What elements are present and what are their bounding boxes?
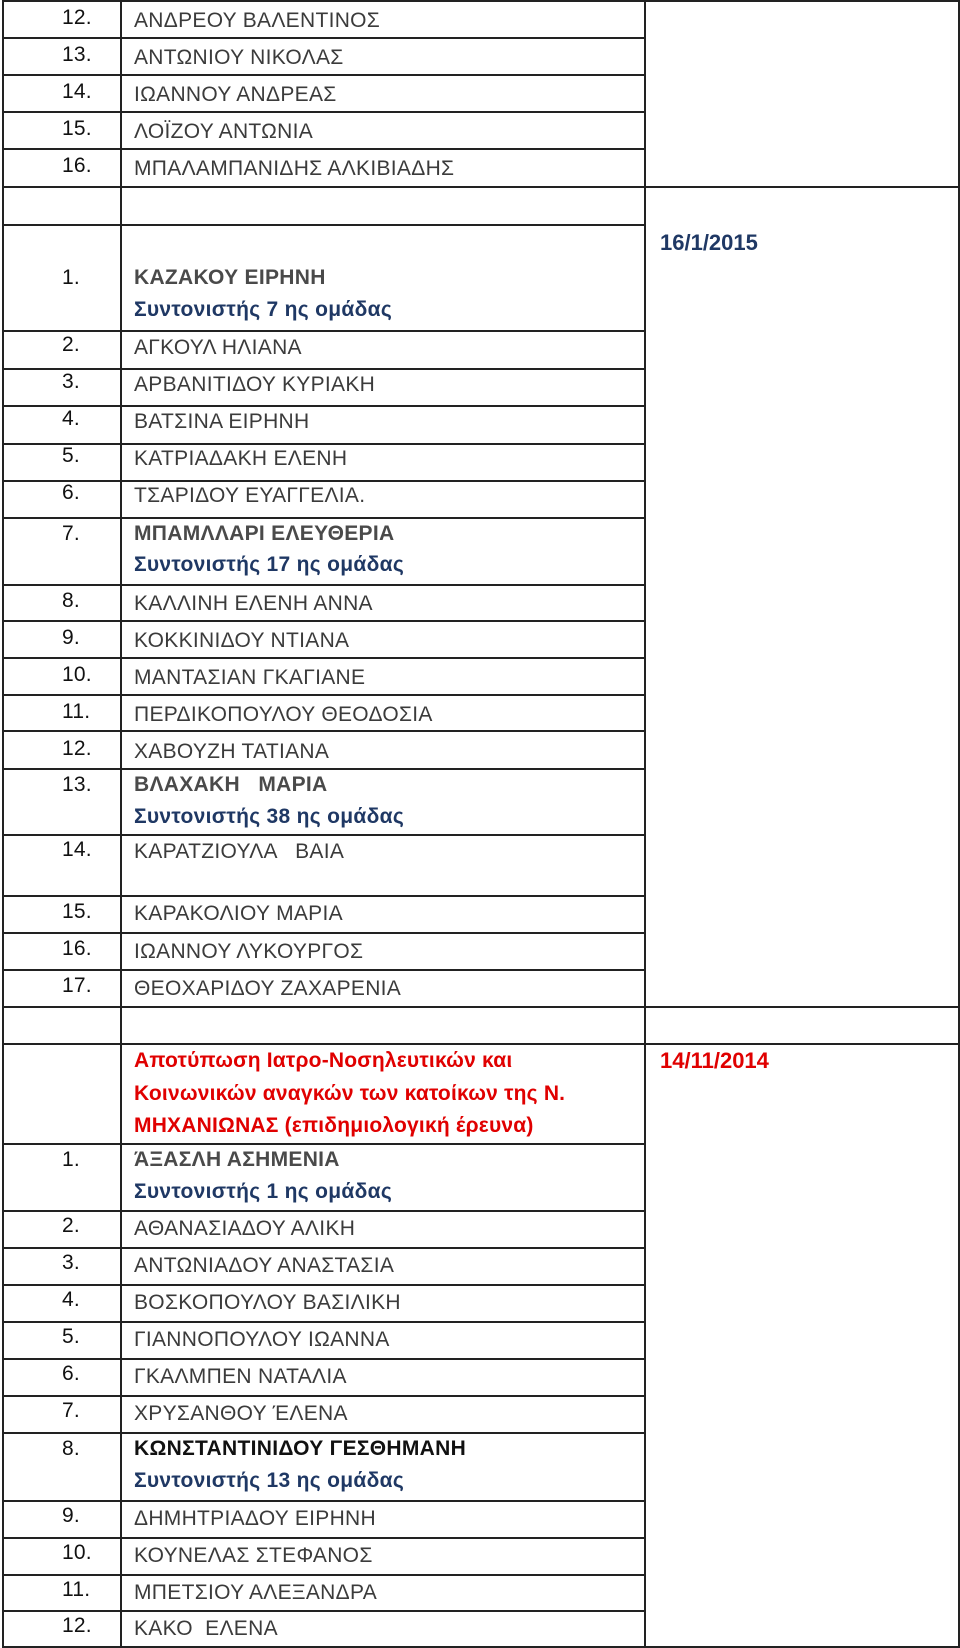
attendance-table (2, 0, 960, 1648)
person-name: ΒΑΤΣΙΝΑ ΕΙΡΗΝΗ (134, 410, 310, 433)
row-divider (2, 480, 646, 482)
person-name: ΙΩΑΝΝΟΥ ΑΝΔΡΕΑΣ (134, 83, 337, 106)
person-name: ΚΑΤΡΙΑΔΑΚΗ ΕΛΕΝΗ (134, 447, 348, 470)
row-divider (2, 517, 646, 519)
person-name: ΚΑΚΟ ΕΛΕΝΑ (134, 1617, 278, 1640)
row-number: 4. (62, 1288, 80, 1311)
person-name: ΑΓΚΟΥΛ ΗΛΙΑΝΑ (134, 336, 302, 359)
row-number: 15. (62, 900, 92, 923)
person-name: ΘΕΟΧΑΡΙΔΟΥ ΖΑΧΑΡΕΝΙΑ (134, 977, 402, 1000)
row-divider (2, 330, 646, 332)
person-name: ΚΟΥΝΕΛΑΣ ΣΤΕΦΑΝΟΣ (134, 1544, 373, 1567)
row-number: 8. (62, 589, 80, 612)
row-divider (2, 37, 646, 39)
person-name: ΙΩΑΝΝΟΥ ΛΥΚΟΥΡΓΟΣ (134, 940, 364, 963)
row-number: 7. (62, 1399, 80, 1422)
row-number: 14. (62, 838, 92, 861)
row-number: 15. (62, 117, 92, 140)
row-number: 12. (62, 1614, 92, 1637)
row-divider (2, 584, 646, 586)
row-number: 14. (62, 80, 92, 103)
row-number: 3. (62, 1251, 80, 1274)
session-date: 14/11/2014 (660, 1048, 769, 1073)
person-name: ΧΡΥΣΑΝΘΟΥ ΈΛΕΝΑ (134, 1402, 348, 1425)
person-name: ΚΟΚΚΙΝΙΔΟΥ ΝΤΙΑΝΑ (134, 629, 350, 652)
row-divider (2, 1006, 960, 1008)
person-name: ΜΠΑΜΛΛΑΡΙ ΕΛΕΥΘΕΡΙΑ (134, 522, 395, 545)
session-date: 16/1/2015 (660, 230, 758, 255)
row-number: 9. (62, 1504, 80, 1527)
row-number: 6. (62, 481, 80, 504)
row-number: 2. (62, 333, 80, 356)
person-name: ΠΕΡΔΙΚΟΠΟΥΛΟΥ ΘΕΟΔΟΣΙΑ (134, 703, 433, 726)
section-divider (2, 1043, 960, 1045)
activity-title-line: ΜΗΧΑΝΙΩΝΑΣ (επιδημιολογική έρευνα) (134, 1114, 534, 1137)
row-divider (2, 368, 646, 370)
row-number: 8. (62, 1437, 80, 1460)
row-divider (2, 224, 646, 226)
row-divider (2, 1432, 646, 1434)
row-number: 5. (62, 444, 80, 467)
coordinator-label: Συντονιστής 38 ης ομάδας (134, 805, 405, 828)
coordinator-label: Συντονιστής 17 ης ομάδας (134, 553, 405, 576)
row-divider (2, 1537, 646, 1539)
row-divider (2, 1143, 646, 1145)
coordinator-label: Συντονιστής 13 ης ομάδας (134, 1469, 405, 1492)
row-number: 9. (62, 626, 80, 649)
person-name: ΤΣΑΡΙΔΟΥ ΕΥΑΓΓΕΛΙΑ. (134, 484, 366, 507)
row-divider (2, 443, 646, 445)
row-number: 10. (62, 663, 92, 686)
row-number: 4. (62, 407, 80, 430)
row-divider (2, 1358, 646, 1360)
person-name: ΑΡΒΑΝΙΤΙΔΟΥ ΚΥΡΙΑΚΗ (134, 373, 376, 396)
row-divider (2, 730, 646, 732)
row-number: 12. (62, 6, 92, 29)
row-number: 2. (62, 1214, 80, 1237)
coordinator-label: Συντονιστής 7 ης ομάδας (134, 298, 393, 321)
row-divider (2, 1574, 646, 1576)
row-number: 17. (62, 974, 92, 997)
row-divider (2, 148, 646, 150)
person-name: ΆΞΑΣΛΗ ΑΣΗΜΕΝΙΑ (134, 1148, 340, 1171)
row-divider (2, 657, 646, 659)
person-name: ΒΟΣΚΟΠΟΥΛΟΥ ΒΑΣΙΛΙΚΗ (134, 1291, 401, 1314)
row-number: 11. (62, 700, 91, 723)
person-name: ΛΟΪΖΟΥ ΑΝΤΩΝΙΑ (134, 120, 314, 143)
person-name: ΜΠΕΤΣΙΟΥ ΑΛΕΞΑΝΔΡΑ (134, 1581, 378, 1604)
row-number: 16. (62, 154, 92, 177)
activity-title-line: Κοινωνικών αναγκών των κατοίκων της Ν. (134, 1082, 566, 1105)
row-number: 1. (62, 266, 80, 289)
person-name: ΚΑΡΑΤΖΙΟΥΛΑ ΒΑΙΑ (134, 840, 345, 863)
row-number: 1. (62, 1148, 80, 1171)
row-divider (2, 895, 646, 897)
activity-title-line: Αποτύπωση Ιατρο-Νοσηλευτικών και (134, 1049, 513, 1072)
row-number: 10. (62, 1541, 92, 1564)
table-top-border (2, 0, 960, 2)
row-divider (2, 1610, 646, 1612)
row-divider (2, 1247, 646, 1249)
person-name: ΒΛΑΧΑΚΗ ΜΑΡΙΑ (134, 773, 328, 796)
row-divider (2, 1395, 646, 1397)
row-number: 5. (62, 1325, 80, 1348)
person-name: ΑΝΔΡΕΟΥ ΒΑΛΕΝΤΙΝΟΣ (134, 9, 381, 32)
person-name: ΓΙΑΝΝΟΠΟΥΛΟΥ ΙΩΑΝΝΑ (134, 1328, 390, 1351)
row-divider (2, 932, 646, 934)
person-name: ΚΩΝΣΤΑΝΤΙΝΙΔΟΥ ΓΕΣΘΗΜΑΝΗ (134, 1437, 467, 1460)
row-number: 16. (62, 937, 92, 960)
person-name: ΑΝΤΩΝΙΑΔΟΥ ΑΝΑΣΤΑΣΙΑ (134, 1254, 395, 1277)
row-divider (2, 694, 646, 696)
row-divider (2, 1284, 646, 1286)
person-name: ΑΘΑΝΑΣΙΑΔΟΥ ΑΛΙΚΗ (134, 1217, 356, 1240)
person-name: ΚΑΖΑΚΟΥ ΕΙΡΗΝΗ (134, 266, 326, 289)
row-number: 6. (62, 1362, 80, 1385)
row-divider (2, 620, 646, 622)
row-number: 7. (62, 522, 80, 545)
person-name: ΚΑΡΑΚΟΛΙΟΥ ΜΑΡΙΑ (134, 902, 343, 925)
row-divider (2, 768, 646, 770)
person-name: ΚΑΛΛΙΝΗ ΕΛΕΝΗ ΑΝΝΑ (134, 592, 373, 615)
row-divider (2, 1321, 646, 1323)
row-number: 11. (62, 1578, 91, 1601)
row-divider (2, 1210, 646, 1212)
row-number: 12. (62, 737, 92, 760)
person-name: ΧΑΒΟΥΖΗ ΤΑΤΙΑΝΑ (134, 740, 330, 763)
person-name: ΔΗΜΗΤΡΙΑΔΟΥ ΕΙΡΗΝΗ (134, 1507, 376, 1530)
person-name: ΑΝΤΩΝΙΟΥ ΝΙΚΟΛΑΣ (134, 46, 344, 69)
person-name: ΜΑΝΤΑΣΙΑΝ ΓΚΑΓΙΑΝΕ (134, 666, 366, 689)
row-divider (2, 1500, 646, 1502)
section-divider (2, 186, 960, 188)
row-number: 13. (62, 43, 92, 66)
row-divider (2, 969, 646, 971)
coordinator-label: Συντονιστής 1 ης ομάδας (134, 1180, 393, 1203)
row-divider (2, 834, 646, 836)
row-divider (2, 405, 646, 407)
row-number: 3. (62, 370, 80, 393)
person-name: ΓΚΑΛΜΠΕΝ ΝΑΤΑΛΙΑ (134, 1365, 347, 1388)
row-divider (2, 74, 646, 76)
row-divider (2, 111, 646, 113)
person-name: ΜΠΑΛΑΜΠΑΝΙΔΗΣ ΑΛΚΙΒΙΑΔΗΣ (134, 157, 455, 180)
row-number: 13. (62, 773, 92, 796)
